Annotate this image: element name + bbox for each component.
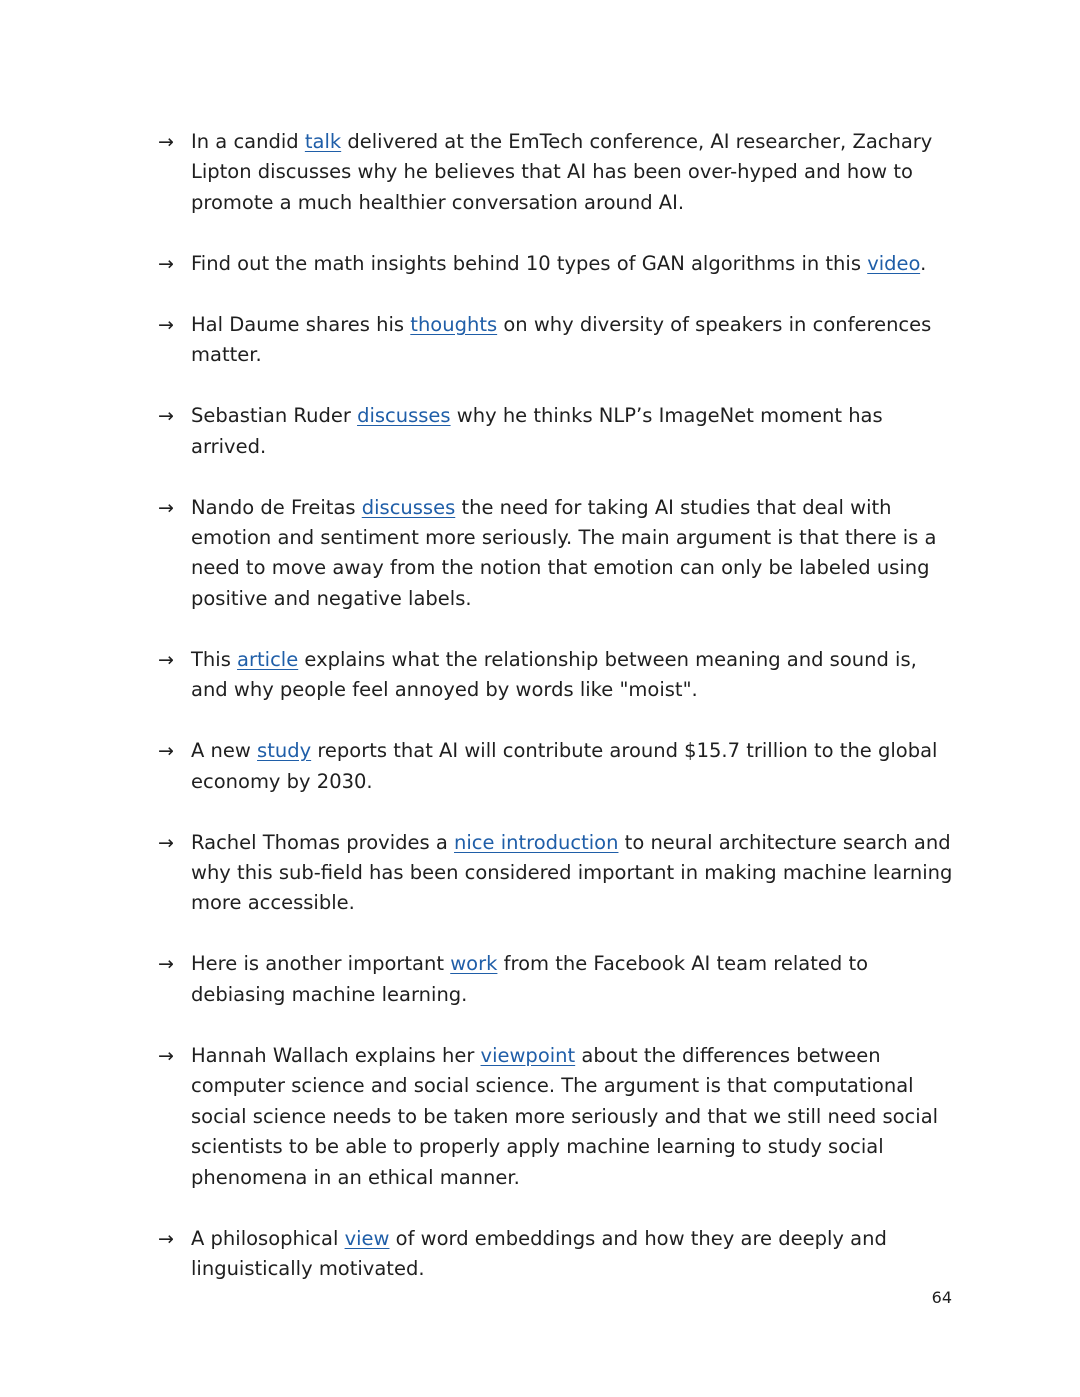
discusses-link[interactable]: discusses bbox=[361, 495, 456, 519]
item-text-after: reports that AI will contribute around $15.7 trillion to the global economy by 2030. bbox=[191, 739, 938, 793]
news-bullet-list bbox=[158, 127, 958, 1315]
right-arrow-icon: → bbox=[158, 1044, 174, 1067]
list-item bbox=[158, 1224, 958, 1285]
nice-introduction-link[interactable]: nice introduction bbox=[454, 830, 619, 854]
right-arrow-icon: → bbox=[158, 953, 174, 976]
study-link[interactable]: study bbox=[257, 739, 312, 763]
video-link[interactable]: video bbox=[867, 251, 921, 275]
item-text-before: In a candid bbox=[191, 130, 305, 153]
viewpoint-link[interactable]: viewpoint bbox=[480, 1043, 576, 1067]
item-text-before: This bbox=[191, 647, 238, 671]
list-item bbox=[158, 1041, 958, 1193]
item-text-after: the need for taking AI studies that deal with emotion and sentiment more seriously. The main argument is that there is a need to move away from the notion that emotion can only be labeled using positive and negative labels. bbox=[191, 495, 937, 610]
item-text-after: why he thinks NLP’s ImageNet moment has arrived. bbox=[191, 404, 883, 458]
list-item bbox=[158, 949, 958, 1010]
right-arrow-icon: → bbox=[158, 496, 174, 519]
article-link[interactable]: article bbox=[237, 647, 299, 671]
item-text-after: on why diversity of speakers in conferences matter. bbox=[191, 312, 932, 367]
item-text-after: about the differences between computer science and social science. The argument is that computational social science needs to be taken more seriously and that we still need social scientists to be able to properly apply machine learning to study social phenomena in an ethical manner. bbox=[191, 1043, 939, 1189]
right-arrow-icon: → bbox=[158, 405, 174, 428]
right-arrow-icon: → bbox=[158, 131, 174, 153]
right-arrow-icon: → bbox=[158, 252, 174, 275]
item-text-after: from the Facebook AI team related to debiasing machine learning. bbox=[191, 952, 869, 1006]
page-number: 64 bbox=[931, 1288, 952, 1307]
item-text-before: Hal Daume shares his bbox=[191, 312, 411, 336]
item-text-after: of word embeddings and how they are deeply and linguistically motivated. bbox=[191, 1226, 887, 1280]
right-arrow-icon: → bbox=[158, 1227, 174, 1250]
list-item bbox=[158, 249, 958, 279]
item-text-after: delivered at the EmTech conference, AI researcher, Zachary Lipton discusses why he believes that AI has been over-hyped and how to promote a much healthier conversation around AI. bbox=[191, 130, 933, 214]
list-item bbox=[158, 401, 958, 462]
right-arrow-icon: → bbox=[158, 740, 174, 763]
right-arrow-icon: → bbox=[158, 831, 174, 854]
right-arrow-icon: → bbox=[158, 648, 174, 671]
discusses-link[interactable]: discusses bbox=[357, 404, 451, 428]
list-item bbox=[158, 493, 958, 615]
item-text-before: A new bbox=[191, 739, 258, 763]
list-item bbox=[158, 645, 958, 706]
item-text-before: Hannah Wallach explains her bbox=[191, 1043, 481, 1067]
item-text-before: Nando de Freitas bbox=[191, 495, 362, 519]
item-text-after: . bbox=[920, 251, 927, 275]
item-text-after: explains what the relationship between meaning and sound is, and why people feel annoyed by words like "moist". bbox=[191, 647, 917, 702]
view-link[interactable]: view bbox=[344, 1226, 390, 1250]
work-link[interactable]: work bbox=[450, 952, 498, 976]
item-text-before: Sebastian Ruder bbox=[191, 404, 358, 428]
list-item bbox=[158, 310, 958, 371]
item-text-before: Rachel Thomas provides a bbox=[191, 830, 455, 854]
talk-link[interactable]: talk bbox=[304, 130, 342, 153]
item-text-before: A philosophical bbox=[191, 1226, 345, 1250]
list-item bbox=[158, 736, 958, 797]
thoughts-link[interactable]: thoughts bbox=[410, 312, 498, 336]
list-item bbox=[158, 828, 958, 919]
item-text-after: to neural architecture search and why this sub-field has been considered important in making machine learning more accessible. bbox=[191, 830, 953, 915]
right-arrow-icon: → bbox=[158, 313, 174, 336]
list-item bbox=[158, 127, 958, 218]
item-text-before: Here is another important bbox=[191, 952, 451, 976]
item-text-before: Find out the math insights behind 10 types of GAN algorithms in this bbox=[191, 251, 868, 275]
